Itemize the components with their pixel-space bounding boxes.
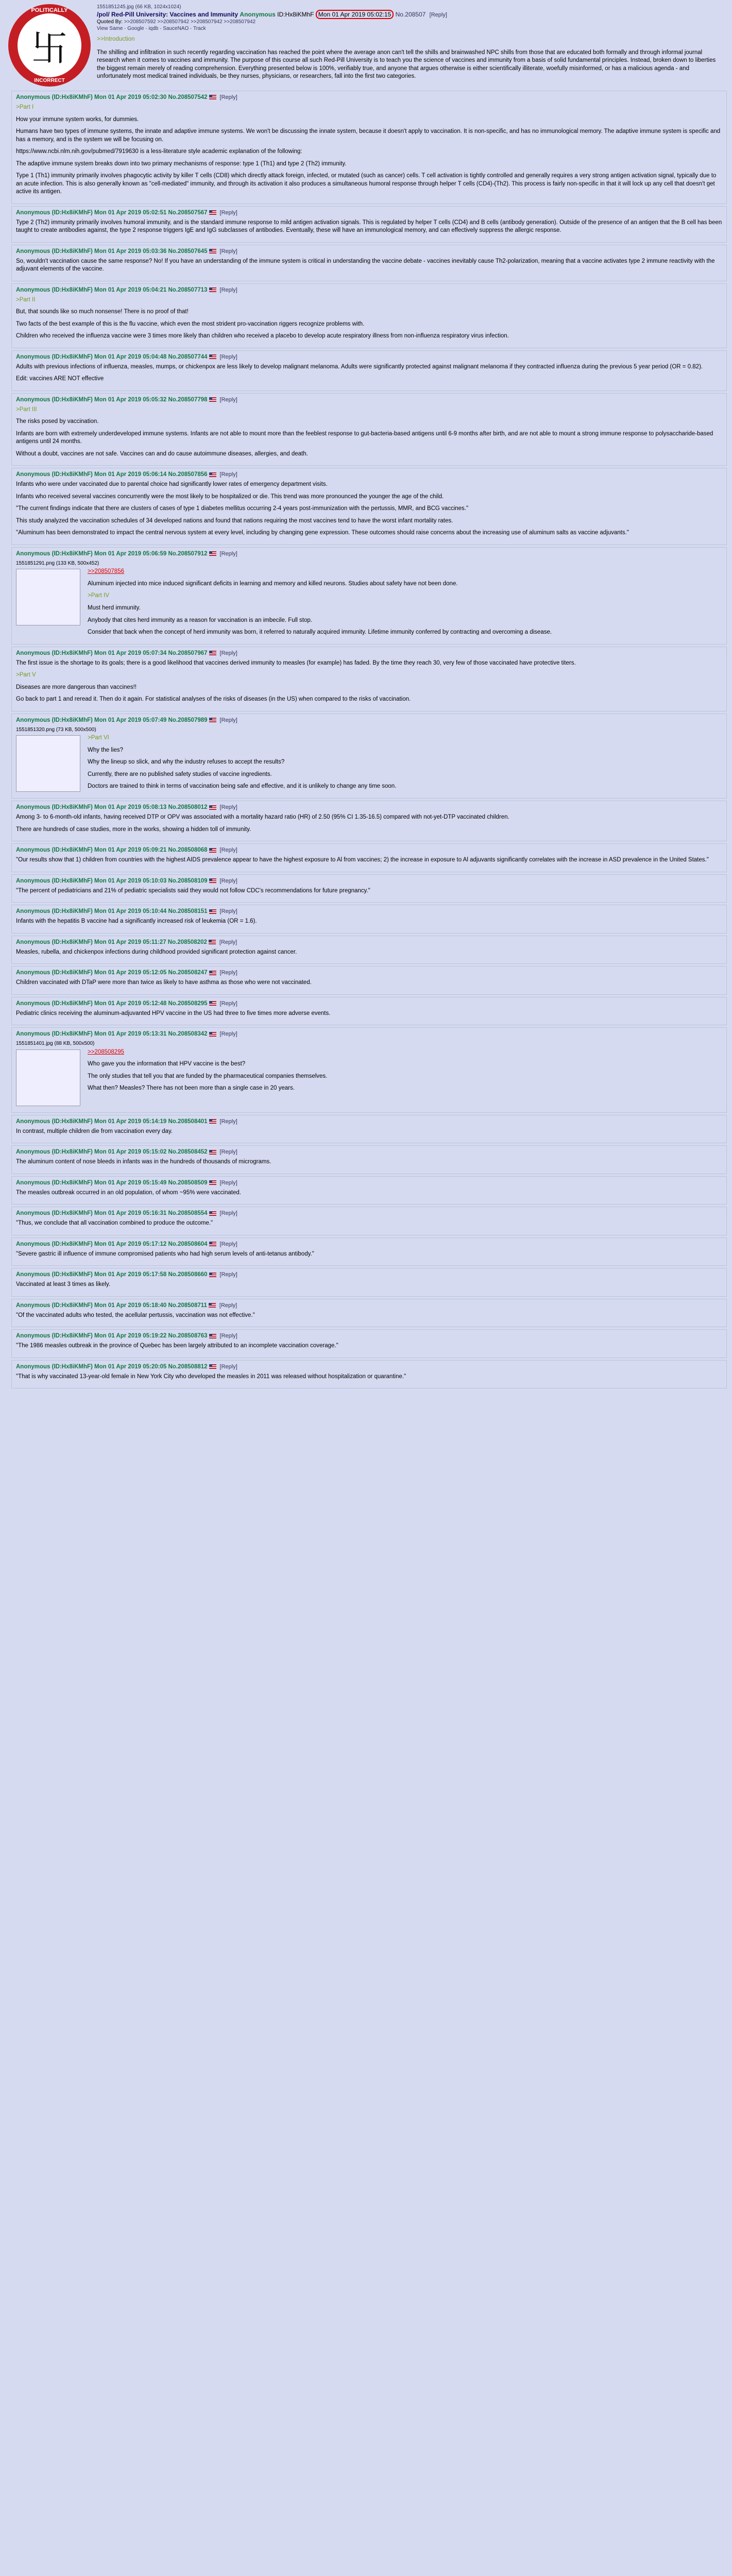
reply-post	[11, 936, 727, 964]
reply-button[interactable]: [Reply]	[219, 970, 237, 976]
google-search-link[interactable]: Google	[127, 26, 144, 31]
reply-post	[11, 468, 727, 545]
reply-body	[16, 918, 722, 926]
reply-body	[16, 296, 722, 341]
reply-paragraph: >Part IV	[88, 592, 109, 599]
reply-button[interactable]: [Reply]	[219, 650, 237, 656]
reply-header	[16, 248, 722, 255]
reply-post	[11, 874, 727, 903]
reply-header-text: Anonymous (ID:Hx8iKMhF) Mon 01 Apr 2019 05:06:59 No.208507912	[16, 550, 208, 557]
reply-post	[11, 91, 727, 204]
us-flag-icon	[209, 287, 216, 292]
reply-body	[16, 560, 722, 641]
us-flag-icon	[209, 1334, 216, 1338]
reply-body	[16, 1312, 722, 1320]
op-name: Anonymous	[240, 11, 276, 18]
reply-file-info[interactable]: 1551851320.png (73 KB, 500x500)	[16, 726, 96, 733]
reply-header-text: Anonymous (ID:Hx8iKMhF) Mon 01 Apr 2019 05:09:21 No.208508068	[16, 847, 208, 854]
reply-button[interactable]: [Reply]	[219, 286, 237, 293]
reply-button[interactable]: [Reply]	[219, 396, 237, 403]
reply-body	[16, 1010, 722, 1018]
reply-header-text: Anonymous (ID:Hx8iKMhF) Mon 01 Apr 2019 05:19:22 No.208508763	[16, 1333, 208, 1340]
reply-button[interactable]: [Reply]	[219, 1241, 237, 1247]
reply-header-text: Anonymous (ID:Hx8iKMhF) Mon 01 Apr 2019 05:03:36 No.208507645	[16, 248, 208, 255]
op-reply-button[interactable]: [Reply]	[429, 12, 447, 18]
reply-header	[16, 717, 722, 723]
op-post	[5, 2, 727, 89]
us-flag-icon	[209, 1211, 216, 1216]
reply-header-text: Anonymous (ID:Hx8iKMhF) Mon 01 Apr 2019 05:12:05 No.208508247	[16, 970, 208, 976]
us-flag-icon	[209, 354, 216, 359]
reply-post	[11, 245, 727, 281]
us-flag-icon	[209, 1273, 216, 1277]
reply-body	[16, 948, 722, 957]
swastika-icon: 卐	[31, 27, 67, 70]
reply-button[interactable]: [Reply]	[219, 471, 237, 478]
reply-button[interactable]: [Reply]	[219, 1031, 237, 1038]
saucenao-search-link[interactable]: SauceNAO	[163, 26, 189, 31]
us-flag-icon	[209, 909, 216, 914]
reply-post	[11, 1207, 727, 1235]
reply-header-text: Anonymous (ID:Hx8iKMhF) Mon 01 Apr 2019 05:10:03 No.208508109	[16, 877, 208, 884]
reply-paragraph: Go back to part 1 and reread it. Then do it again. For statistical analyses of the risks of diseases (in the US) when compared to the risks of vaccination.	[16, 696, 411, 703]
reply-post	[11, 206, 727, 243]
reply-button[interactable]: [Reply]	[219, 1149, 237, 1156]
reply-paragraph: "Thus, we conclude that all vaccination combined to produce the outcome."	[16, 1220, 213, 1227]
quoted-by-link[interactable]: >>208507942	[157, 19, 190, 25]
reply-header	[16, 1210, 722, 1216]
reply-file-info[interactable]: 1551851401.jpg (88 KB, 500x500)	[16, 1041, 95, 1047]
quoted-by-link[interactable]: >>208507592	[124, 19, 156, 25]
reply-paragraph: "The percent of pediatricians and 21% of pediatric specialists said they would not follow CDC's recommendations for future pregnancy."	[16, 887, 370, 894]
reply-post	[11, 905, 727, 934]
op-paragraph: The shilling and infiltration in such recently regarding vaccination has reached the point where the average anon can't tell the shills and brainwashed NPC shills from those that are educated both formally and through informal journal research when it comes to vaccines and immunity. The purpose of this course all such Red-Pill University is to teach you the science of vaccines and immunity from a basis of solid fundamental principles. Instead, broken down to liberties the biggest remain merely of reading comprehension. Everything presented below is 100%, verifiably true, and anyone that argues otherwise is either scientifically illiterate, woefully misinformed, or has a malicious agenda - and unfortunately most medical trained individuals, be they nurses, physicians, or researchers, fall into the first two categories.	[97, 49, 716, 80]
reply-header	[16, 1241, 722, 1247]
reply-file-info[interactable]: 1551851291.png (133 KB, 500x452)	[16, 560, 99, 566]
reply-header-text: Anonymous (ID:Hx8iKMhF) Mon 01 Apr 2019 05:02:51 No.208507567	[16, 209, 208, 216]
reply-paragraph: >Part II	[16, 296, 36, 303]
reply-button[interactable]: [Reply]	[219, 908, 237, 915]
reply-header-text: Anonymous (ID:Hx8iKMhF) Mon 01 Apr 2019 05:02:30 No.208507542	[16, 94, 208, 100]
reply-body	[16, 1189, 722, 1197]
reply-button[interactable]: [Reply]	[219, 717, 237, 723]
reply-post	[11, 1360, 727, 1389]
reply-body	[16, 979, 722, 987]
reply-button[interactable]: [Reply]	[219, 877, 237, 884]
reply-header	[16, 1272, 722, 1278]
reply-body	[16, 219, 722, 235]
reply-paragraph: Why the lineup so slick, and why the industry refuses to accept the results?	[88, 759, 285, 766]
reply-header-text: Anonymous (ID:Hx8iKMhF) Mon 01 Apr 2019 05:05:32 No.208507798	[16, 396, 208, 403]
reply-header-text: Anonymous (ID:Hx8iKMhF) Mon 01 Apr 2019 05:14:19 No.208508401	[16, 1118, 208, 1125]
reply-paragraph: Pediatric clinics receiving the aluminum-adjuvanted HPV vaccine in the US had three to five times more adverse events.	[16, 1010, 331, 1016]
us-flag-icon	[209, 718, 216, 722]
reply-header-text: Anonymous (ID:Hx8iKMhF) Mon 01 Apr 2019 05:04:48 No.208507744	[16, 353, 208, 360]
reply-header	[16, 847, 722, 853]
reply-header	[16, 1118, 722, 1125]
reply-body	[16, 258, 722, 274]
reply-paragraph: Why the lies?	[88, 747, 124, 753]
reply-header-text: Anonymous (ID:Hx8iKMhF) Mon 01 Apr 2019 05:20:05 No.208508812	[16, 1363, 208, 1370]
reply-post	[11, 997, 727, 1026]
reply-body	[16, 1373, 722, 1381]
reply-body	[16, 887, 722, 895]
reply-post	[11, 1027, 727, 1113]
thumb-top-text: POLITICALLY	[31, 7, 68, 13]
reply-button[interactable]: [Reply]	[219, 1210, 237, 1217]
reply-paragraph: >Part III	[16, 406, 37, 413]
reply-header-text: Anonymous (ID:Hx8iKMhF) Mon 01 Apr 2019 05:10:44 No.208508151	[16, 908, 208, 915]
reply-button[interactable]: [Reply]	[219, 1333, 237, 1340]
reply-button[interactable]: [Reply]	[219, 248, 237, 255]
reply-paragraph: Adults with previous infections of influenza, measles, mumps, or chickenpox are less likely to develop malignant melanoma. Adults were significantly protected against malignant melanoma if they contracted influenza during the previous 5 year period (OR = 0.82).	[16, 363, 703, 370]
reply-paragraph: So, wouldn't vaccination cause the same response? No! If you have an understanding of the immune system is critical in understanding the vaccine debate - vaccines inevitably cause Th2-polarization, meaning that a vaccine activates type 2 immune reactivity with the adjuvant elements of the vaccine.	[16, 258, 715, 273]
reply-header-text: Anonymous (ID:Hx8iKMhF) Mon 01 Apr 2019 05:18:40 No.208508711	[16, 1302, 207, 1309]
reply-header	[16, 1031, 722, 1037]
reply-paragraph: >Part VI	[88, 735, 109, 741]
reply-paragraph: >Part I	[16, 104, 34, 110]
us-flag-icon	[209, 249, 216, 253]
reply-body	[16, 481, 722, 537]
reply-header-text: Anonymous (ID:Hx8iKMhF) Mon 01 Apr 2019 05:06:14 No.208507856	[16, 471, 208, 478]
reply-header-text: Anonymous (ID:Hx8iKMhF) Mon 01 Apr 2019 05:04:21 No.208507713	[16, 286, 208, 293]
us-flag-icon	[209, 1032, 216, 1037]
us-flag-icon	[209, 1303, 216, 1308]
reply-thumbnail[interactable]	[16, 735, 80, 792]
reply-body	[16, 1219, 722, 1228]
reply-paragraph: Anybody that cites herd immunity as a reason for vaccination is an imbecile. Full stop.	[88, 617, 312, 623]
reply-paragraph: "Our results show that 1) children from countries with the highest AIDS prevalence appear to have the highest exposure to Al from vaccines; 2) the increase in exposure to Al adjuvants significantly correlates with the increase in ASD prevalence in the United States."	[16, 857, 709, 863]
us-flag-icon	[209, 1150, 216, 1155]
reply-post	[11, 801, 727, 841]
us-flag-icon	[209, 210, 216, 215]
iqdb-search-link[interactable]: iqdb	[148, 26, 159, 31]
reply-post	[11, 1145, 727, 1174]
reply-paragraph: Children vaccinated with DTaP were more than twice as likely to have asthma as those who were not vaccinated.	[16, 979, 312, 986]
reply-header	[16, 804, 722, 810]
reply-header	[16, 471, 722, 478]
reply-button[interactable]: [Reply]	[219, 209, 237, 216]
reply-header	[16, 354, 722, 360]
reply-body	[16, 1158, 722, 1166]
reply-post	[11, 1115, 727, 1144]
reply-paragraph: In contrast, multiple children die from vaccination every day.	[16, 1128, 173, 1134]
us-flag-icon	[209, 878, 216, 883]
reply-header-text: Anonymous (ID:Hx8iKMhF) Mon 01 Apr 2019 05:13:31 No.208508342	[16, 1031, 208, 1038]
reply-header-text: Anonymous (ID:Hx8iKMhF) Mon 01 Apr 2019 05:17:12 No.208508604	[16, 1241, 208, 1247]
reply-paragraph: "Severe gastric ill influence of immune compromised patients who had high serum levels of anti-tetanus antibody."	[16, 1250, 314, 1257]
reply-button[interactable]: [Reply]	[219, 1272, 237, 1278]
reply-header	[16, 1001, 722, 1007]
view-same-link[interactable]: View Same	[97, 26, 123, 31]
reply-paragraph: "The current findings indicate that there are clusters of cases of type 1 diabetes mellitus occurring 2-4 years post-immunization with the pertussis, MMR, and BCG vaccines."	[16, 505, 469, 512]
quoted-by-label: Quoted By:	[97, 19, 123, 25]
us-flag-icon	[209, 1242, 216, 1246]
reply-paragraph: Two facts of the best example of this is the flu vaccine, which even the most strident pro-vaccination riggers recognize problems with.	[16, 320, 365, 327]
reply-header-text: Anonymous (ID:Hx8iKMhF) Mon 01 Apr 2019 05:15:49 No.208508509	[16, 1179, 208, 1186]
reply-paragraph: "Of the vaccinated adults who tested, the acellular pertussis, vaccination was not effective."	[16, 1312, 255, 1318]
reply-header	[16, 1149, 722, 1155]
reply-header	[16, 94, 722, 100]
reply-header-text: Anonymous (ID:Hx8iKMhF) Mon 01 Apr 2019 05:15:02 No.208508452	[16, 1149, 208, 1156]
reply-header	[16, 970, 722, 976]
reply-header-text: Anonymous (ID:Hx8iKMhF) Mon 01 Apr 2019 05:17:58 No.208508660	[16, 1272, 208, 1278]
us-flag-icon	[209, 1001, 216, 1006]
reply-header	[16, 650, 722, 656]
us-flag-icon	[209, 848, 216, 853]
reply-body	[16, 1342, 722, 1350]
reply-button[interactable]: [Reply]	[219, 1118, 237, 1125]
reply-header	[16, 287, 722, 293]
quoted-by-link[interactable]: >>208507942	[224, 19, 256, 25]
reply-post	[11, 966, 727, 995]
reply-header	[16, 908, 722, 914]
reply-body	[16, 363, 722, 383]
us-flag-icon	[209, 1180, 216, 1185]
reply-button[interactable]: [Reply]	[219, 847, 237, 854]
op-date: Mon 01 Apr 2019 05:02:15	[316, 10, 394, 19]
us-flag-icon	[209, 95, 216, 99]
reply-paragraph: But, that sounds like so much nonsense! There is no proof of that!	[16, 309, 189, 315]
reply-header	[16, 1180, 722, 1186]
op-search-links: View Same · Google · iqdb · SauceNAO · Track	[97, 26, 206, 31]
reply-button[interactable]: [Reply]	[219, 353, 237, 360]
reply-post	[11, 1329, 727, 1358]
reply-paragraph: The measles outbreak occurred in an old population, of whom ~95% were vaccinated.	[16, 1189, 241, 1196]
us-flag-icon	[209, 971, 216, 975]
reply-header	[16, 1364, 722, 1370]
reply-post	[11, 1299, 727, 1328]
reply-paragraph: The aluminum content of nose bleeds in infants was in the hundreds of thousands of micrograms.	[16, 1159, 271, 1165]
reply-header-text: Anonymous (ID:Hx8iKMhF) Mon 01 Apr 2019 05:07:34 No.208507967	[16, 650, 208, 656]
reply-paragraph: Vaccinated at least 3 times as likely.	[16, 1281, 111, 1288]
reply-paragraph: Infants are born with extremely underdeveloped immune systems. Infants are not able to mount more than the feeblest response to gut-bacteria-based antigens until 6-9 months after birth, and are not able to mount a strong immune response to polysaccharide-based antigens until 24 months.	[16, 430, 713, 445]
reply-paragraph: Type 1 (Th1) immunity primarily involves phagocytic activity by killer T cells (CD8) which directly attack foreign, infected, or mutated (such as cancer) cells. T cell activation is tightly controlled and generally requires a very strong antigen activation signal, typically due to an acute infection. This is also generally known as "cell-mediated" immunity, and through its activation it also produces a simultaneous humoral response through helper T cells (CD4)-(Th2). This process is fairly non-specific in that it will lock up any cell that doesn't get active its antigen.	[16, 173, 717, 195]
reply-paragraph: Doctors are trained to think in terms of vaccination being safe and effective, and it is unlikely to change any time soon.	[88, 783, 397, 790]
reply-button[interactable]: [Reply]	[219, 550, 237, 557]
reply-header	[16, 210, 722, 216]
reply-body	[16, 1281, 722, 1289]
reply-paragraph[interactable]: >>208507856	[88, 568, 124, 575]
reply-button[interactable]: [Reply]	[219, 94, 237, 100]
reply-paragraph: This study analyzed the vaccination schedules of 34 developed nations and found that nations requiring the most vaccines tend to have the worst infant mortality rates.	[16, 517, 453, 524]
thumb-bottom-text: INCORRECT	[34, 78, 65, 83]
op-header	[97, 11, 724, 18]
reply-header-text: Anonymous (ID:Hx8iKMhF) Mon 01 Apr 2019 05:07:49 No.208507989	[16, 717, 208, 723]
op-quoted-by	[97, 19, 724, 25]
reply-button[interactable]: [Reply]	[219, 1000, 237, 1007]
reply-body	[16, 814, 722, 834]
us-flag-icon	[209, 472, 216, 477]
reply-paragraph: Humans have two types of immune systems, the innate and adaptive immune systems. We won't be discussing the innate system, because it doesn't apply to vaccination. It is non-specific, and has no immunological memory. The adaptive immune system is specific and has a memory, and is the system we will be focusing on.	[16, 128, 721, 143]
reply-paragraph[interactable]: >>208508295	[88, 1048, 124, 1055]
reply-paragraph: >Part V	[16, 672, 36, 679]
reply-list	[5, 91, 727, 1388]
reply-paragraph: Without a doubt, vaccines are not safe. Vaccines can and do cause autoimmune diseases, allergies, and death.	[16, 450, 308, 457]
reply-post	[11, 1176, 727, 1205]
reply-post	[11, 350, 727, 391]
reply-paragraph: Who gave you the information that HPV vaccine is the best?	[88, 1061, 246, 1067]
reply-header	[16, 551, 722, 557]
reply-button[interactable]: [Reply]	[219, 1302, 237, 1309]
reply-paragraph: Aluminum injected into mice induced significant deficits in learning and memory and killed neurons. Studies about safety have not been done.	[88, 580, 458, 587]
reply-post	[11, 393, 727, 466]
reply-paragraph: The only studies that tell you that are funded by the pharmaceutical companies themselves.	[88, 1073, 328, 1079]
reply-body	[16, 1128, 722, 1136]
reply-paragraph: Must herd immunity.	[88, 605, 141, 611]
reply-paragraph: There are hundreds of case studies, more in the works, showing a hidden toll of immunity.	[16, 826, 251, 833]
reply-paragraph: The first issue is the shortage to its goals; there is a good likelihood that vaccines derived immunity to measles (for example) has faded. By the time they reach 30, very few of those vaccinated have protective titers.	[16, 659, 576, 666]
us-flag-icon	[209, 1119, 216, 1124]
reply-paragraph: Among 3- to 6-month-old infants, having received DTP or OPV was associated with a mortality hazard ratio (HR) of 2.50 (95% CI 1.35-16.5) compared with not-yet-DTP vaccinated children.	[16, 814, 509, 821]
reply-post	[11, 843, 727, 872]
reply-header-text: Anonymous (ID:Hx8iKMhF) Mon 01 Apr 2019 05:11:27 No.208508202	[16, 939, 207, 945]
reply-paragraph: Currently, there are no published safety studies of vaccine ingredients.	[88, 771, 272, 777]
reply-body	[16, 659, 722, 704]
op-subject: /pol/ Red-Pill University: Vaccines and Immunity	[97, 11, 239, 18]
reply-paragraph: Infants with the hepatitis B vaccine had a significantly increased risk of leukemia (OR = 1.6).	[16, 918, 257, 925]
reply-header	[16, 397, 722, 403]
us-flag-icon	[209, 940, 216, 944]
reply-paragraph: The risks posed by vaccination.	[16, 418, 99, 425]
op-paragraph: >>Introduction	[97, 36, 135, 42]
reply-paragraph: How your immune system works, for dummies.	[16, 116, 139, 123]
us-flag-icon	[209, 397, 216, 402]
reply-body	[16, 1040, 722, 1109]
reply-body	[16, 1250, 722, 1259]
reply-post	[11, 714, 727, 799]
reply-button[interactable]: [Reply]	[219, 1363, 237, 1370]
reply-body	[16, 726, 722, 795]
reply-post	[11, 1238, 727, 1266]
reply-paragraph: Edit: vaccines ARE NOT effective	[16, 376, 104, 382]
reply-paragraph: Children who received the influenza vaccine were 3 times more likely than children who received a placebo to develop acute respiratory illness from non-influenza respiratory virus infection.	[16, 333, 509, 340]
op-thumbnail[interactable]	[8, 4, 91, 87]
reply-button[interactable]: [Reply]	[219, 804, 237, 811]
reply-header-text: Anonymous (ID:Hx8iKMhF) Mon 01 Apr 2019 05:16:31 No.208508554	[16, 1210, 208, 1217]
reply-paragraph: Consider that back when the concept of herd immunity was born, it referred to naturally acquired immunity. Lifetime immunity conferred by contracting and overcoming a disease.	[88, 629, 552, 636]
us-flag-icon	[209, 551, 216, 556]
op-file-link[interactable]: 1551851245.jpg (66 KB, 1024x1024)	[97, 4, 181, 10]
reply-header-text: Anonymous (ID:Hx8iKMhF) Mon 01 Apr 2019 05:08:13 No.208508012	[16, 804, 208, 811]
reply-paragraph: "That is why vaccinated 13-year-old female in New York City who developed the measles in 2011 was released without hospitalization or quarantine."	[16, 1373, 406, 1380]
reply-body	[16, 856, 722, 865]
op-id[interactable]: ID:Hx8iKMhF	[277, 11, 314, 18]
reply-paragraph: What then? Measles? There has not been more than a single case in 20 years.	[88, 1085, 295, 1092]
reply-paragraph: Infants who were under vaccinated due to parental choice had significantly lower rates of emergency department visits.	[16, 481, 328, 488]
reply-paragraph: Infants who received several vaccines concurrently were the most likely to be hospitalized or die. This trend was more pronounced the younger the age of the child.	[16, 493, 444, 500]
reply-post	[11, 1268, 727, 1297]
reply-paragraph: The adaptive immune system breaks down into two primary mechanisms of response: type 1 (Th1) and type 2 (Th2) immunity.	[16, 160, 347, 167]
quoted-by-link[interactable]: >>208507942	[190, 19, 223, 25]
op-body	[97, 4, 724, 87]
reply-paragraph: "The 1986 measles outbreak in the province of Quebec has been largely attributed to an incomplete vaccination coverage."	[16, 1343, 338, 1349]
reply-thumbnail[interactable]	[16, 1049, 80, 1106]
us-flag-icon	[209, 805, 216, 810]
reply-paragraph: Diseases are more dangerous than vaccines!!	[16, 684, 137, 690]
reply-post	[11, 647, 727, 711]
op-file-info	[97, 4, 724, 10]
reply-header	[16, 1302, 722, 1309]
reply-button[interactable]: [Reply]	[219, 1179, 237, 1186]
op-post-number[interactable]: No.208507	[395, 11, 426, 18]
reply-post	[11, 283, 727, 348]
reply-body	[16, 406, 722, 459]
reply-thumbnail[interactable]	[16, 569, 80, 625]
reply-header-text: Anonymous (ID:Hx8iKMhF) Mon 01 Apr 2019 05:12:48 No.208508295	[16, 1000, 208, 1007]
track-link[interactable]: Track	[193, 26, 206, 31]
reply-paragraph: https://www.ncbi.nlm.nih.gov/pubmed/7919630 is a less-literature style academic explanation of the following:	[16, 148, 302, 155]
reply-header	[16, 939, 722, 945]
reply-body	[16, 104, 722, 196]
us-flag-icon	[209, 1364, 216, 1369]
op-text	[97, 36, 724, 81]
reply-paragraph: "Aluminum has been demonstrated to impact the central nervous system at every level, including by changing gene expression. These outcomes should raise concerns about the increasing use of aluminum salts as vaccine adjuvants."	[16, 530, 629, 536]
reply-header	[16, 878, 722, 884]
reply-paragraph: Measles, rubella, and chickenpox infections during childhood provided significant protection against cancer.	[16, 948, 297, 955]
us-flag-icon	[209, 651, 216, 655]
reply-button[interactable]: [Reply]	[219, 939, 237, 945]
reply-header	[16, 1333, 722, 1339]
reply-post	[11, 547, 727, 645]
reply-paragraph: Type 2 (Th2) immunity primarily involves humoral immunity, and is the standard immune response to mild antigen activation signals. This is regulated by helper T cells (CD4) and B cells (antibody generation). Outside of the presence of an antigen that the B cell has been taught to create antibodies against, the type 2 response triggers IgE and IgG subclasses of antibodies. Eventually, these will have an immunological memory, and can effectively suppress the allergic response.	[16, 219, 722, 234]
